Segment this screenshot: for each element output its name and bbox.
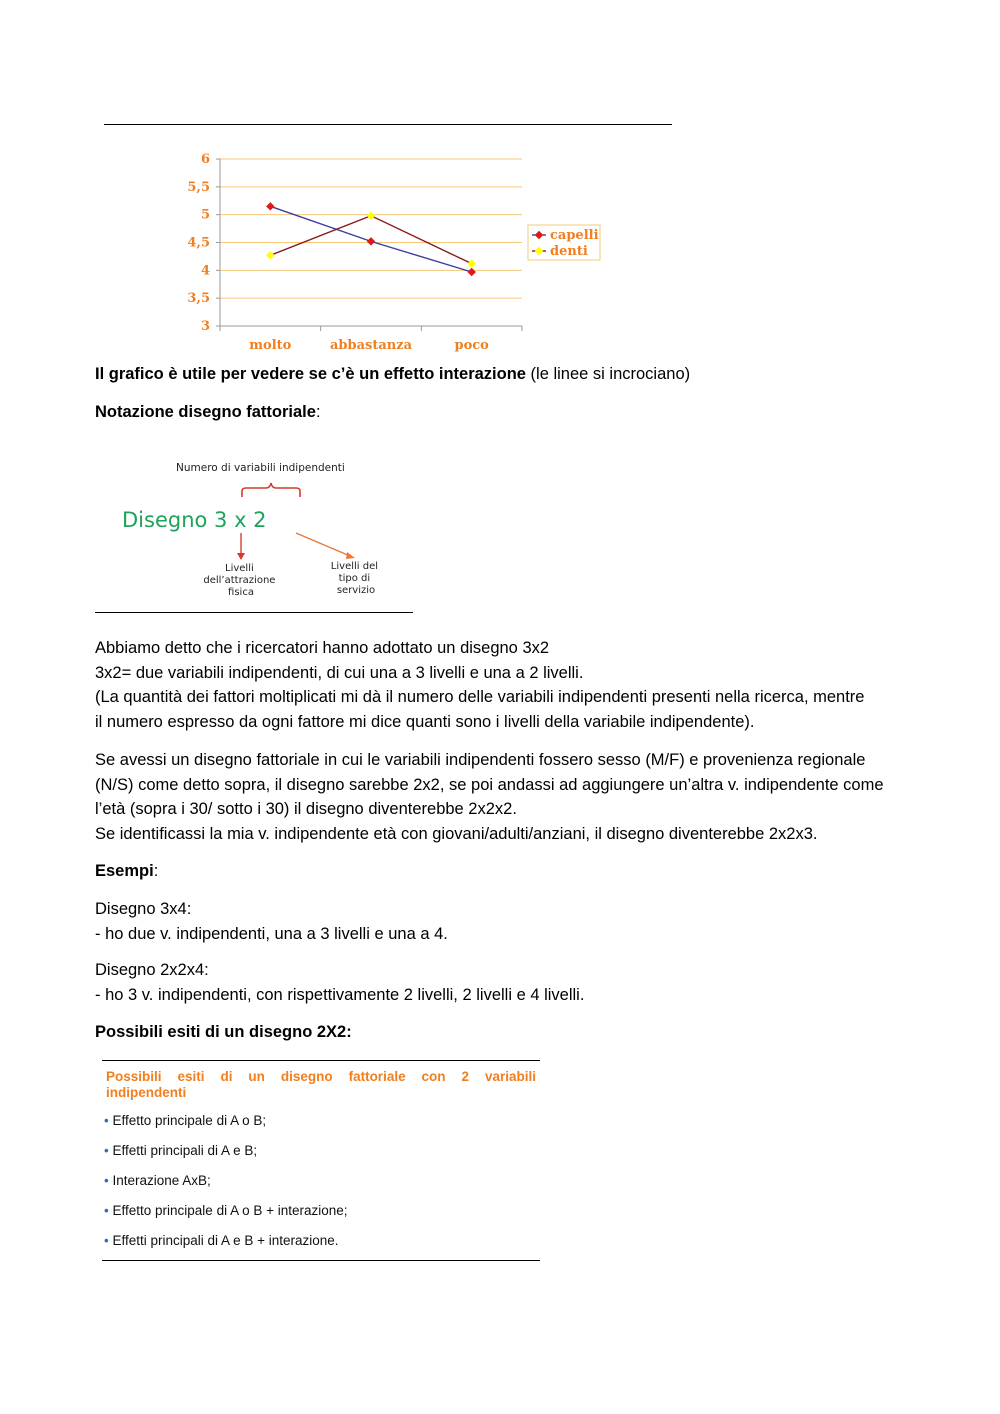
x-tick-label: poco (454, 338, 489, 353)
diagram-rule (95, 612, 413, 613)
notation-colon: : (315, 403, 321, 421)
y-tick-label: 4 (200, 263, 210, 279)
data-point (266, 202, 274, 210)
line-chart (170, 145, 620, 360)
data-point (467, 268, 475, 276)
left-label-line: dell’attrazione (203, 575, 276, 586)
arrow-right-line (296, 533, 350, 556)
top-rule (104, 124, 672, 125)
list-item (104, 1143, 257, 1158)
esempi-heading (95, 859, 915, 884)
y-tick-label: 3 (200, 319, 210, 334)
list-item-text: Effetti principali di A e B + interazione. (112, 1233, 339, 1248)
paragraph-line: Abbiamo detto che i ricercatori hanno adottato un disegno 3x2 (95, 639, 550, 657)
y-tick-label: 6 (200, 152, 210, 167)
box-title-line: indipendenti (106, 1085, 187, 1100)
example-1 (95, 897, 915, 946)
bullet: • (104, 1203, 109, 1218)
right-label-line: Livelli del (330, 561, 379, 572)
paragraph-1 (95, 636, 915, 734)
left-label-line: Livelli (225, 563, 254, 574)
caption-rest: (le linee si incrociano) (525, 365, 691, 383)
paragraph-line: il numero espresso da ogni fattore mi dice quanti sono i livelli della variabile indipendente). (95, 712, 755, 731)
legend-label: capelli (550, 228, 599, 243)
list-item (104, 1113, 266, 1128)
legend-label: denti (550, 244, 588, 259)
example-2 (95, 958, 915, 1007)
data-point (266, 251, 274, 259)
y-tick-label: 4,5 (187, 235, 210, 251)
left-label-line: fisica (228, 587, 254, 598)
paragraph-line: Se identificassi la mia v. indipendente età con giovani/adulti/anziani, il disegno diventerebbe 2x2x3. (95, 824, 818, 843)
y-tick-label: 5,5 (187, 179, 210, 195)
diagram-right-label (331, 561, 381, 596)
example-line: Disegno 2x2x4: (95, 961, 209, 979)
x-tick-label: abbastanza (329, 338, 413, 353)
list-item-text: Effetto principale di A o B; (112, 1113, 267, 1128)
right-label-line: servizio (336, 585, 376, 596)
notation-heading (95, 400, 915, 425)
diagram-top-label: Numero di variabili indipendenti (176, 462, 345, 474)
list-item (104, 1233, 339, 1248)
esempi-colon: : (153, 862, 159, 880)
bullet: • (104, 1173, 109, 1188)
esempi-label: Esempi (95, 862, 154, 880)
list-item (104, 1203, 348, 1218)
bullet: • (104, 1113, 109, 1128)
data-point (367, 212, 375, 220)
right-label-line: tipo di (338, 573, 371, 584)
paragraph-line: Se avessi un disegno fattoriale in cui le variabili indipendenti fossero sesso (M/F) e provenienza regionale (95, 751, 866, 769)
bullet: • (104, 1143, 109, 1158)
list-item-text: Interazione AxB; (112, 1173, 211, 1188)
possibili-heading: Possibili esiti di un disegno 2X2: (95, 1023, 352, 1041)
example-line: - ho 3 v. indipendenti, con rispettivamente 2 livelli, 2 livelli e 4 livelli. (95, 985, 585, 1004)
caption-bold: Il grafico è utile per vedere se c’è un effetto interazione (95, 365, 526, 383)
x-tick-label: molto (249, 338, 292, 353)
y-tick-label: 3,5 (187, 291, 210, 307)
arrow-left-head (237, 553, 245, 560)
list-item-text: Effetto principale di A o B + interazione; (112, 1203, 348, 1218)
paragraph-line: (La quantità dei fattori moltiplicati mi dà il numero delle variabili indipendenti presenti nella ricerca, mentre (95, 688, 865, 706)
chart-caption (95, 362, 915, 387)
notation-label: Notazione disegno fattoriale (95, 403, 316, 421)
bullet: • (104, 1233, 109, 1248)
diagram-left-label (203, 563, 278, 598)
box-title-line: Possibili esiti di un disegno fattoriale con 2 variabili (106, 1069, 536, 1084)
data-point (367, 237, 375, 245)
paragraph-2 (95, 748, 915, 846)
box-title (106, 1069, 536, 1101)
example-line: Disegno 3x4: (95, 900, 192, 918)
arrow-right-head (346, 552, 355, 559)
box-bottom-rule (102, 1260, 540, 1261)
list-item (104, 1173, 211, 1188)
paragraph-line: l’età (sopra i 30/ sotto i 30) il disegno diventerebbe 2x2x2. (95, 800, 517, 818)
factorial-diagram (110, 455, 410, 605)
paragraph-line: (N/S) come detto sopra, il disegno sarebbe 2x2, se poi andassi ad aggiungere un’altra v. indipendente come (95, 775, 884, 794)
example-line: - ho due v. indipendenti, una a 3 livelli e una a 4. (95, 924, 448, 943)
box-top-rule (102, 1060, 540, 1061)
diagram-main: Disegno 3 x 2 (122, 508, 267, 532)
list-item-text: Effetti principali di A e B; (112, 1143, 258, 1158)
paragraph-line: 3x2= due variabili indipendenti, di cui una a 3 livelli e una a 2 livelli. (95, 663, 584, 682)
data-point (467, 259, 475, 267)
diagram-brace (242, 483, 300, 497)
y-tick-label: 5 (200, 207, 210, 223)
